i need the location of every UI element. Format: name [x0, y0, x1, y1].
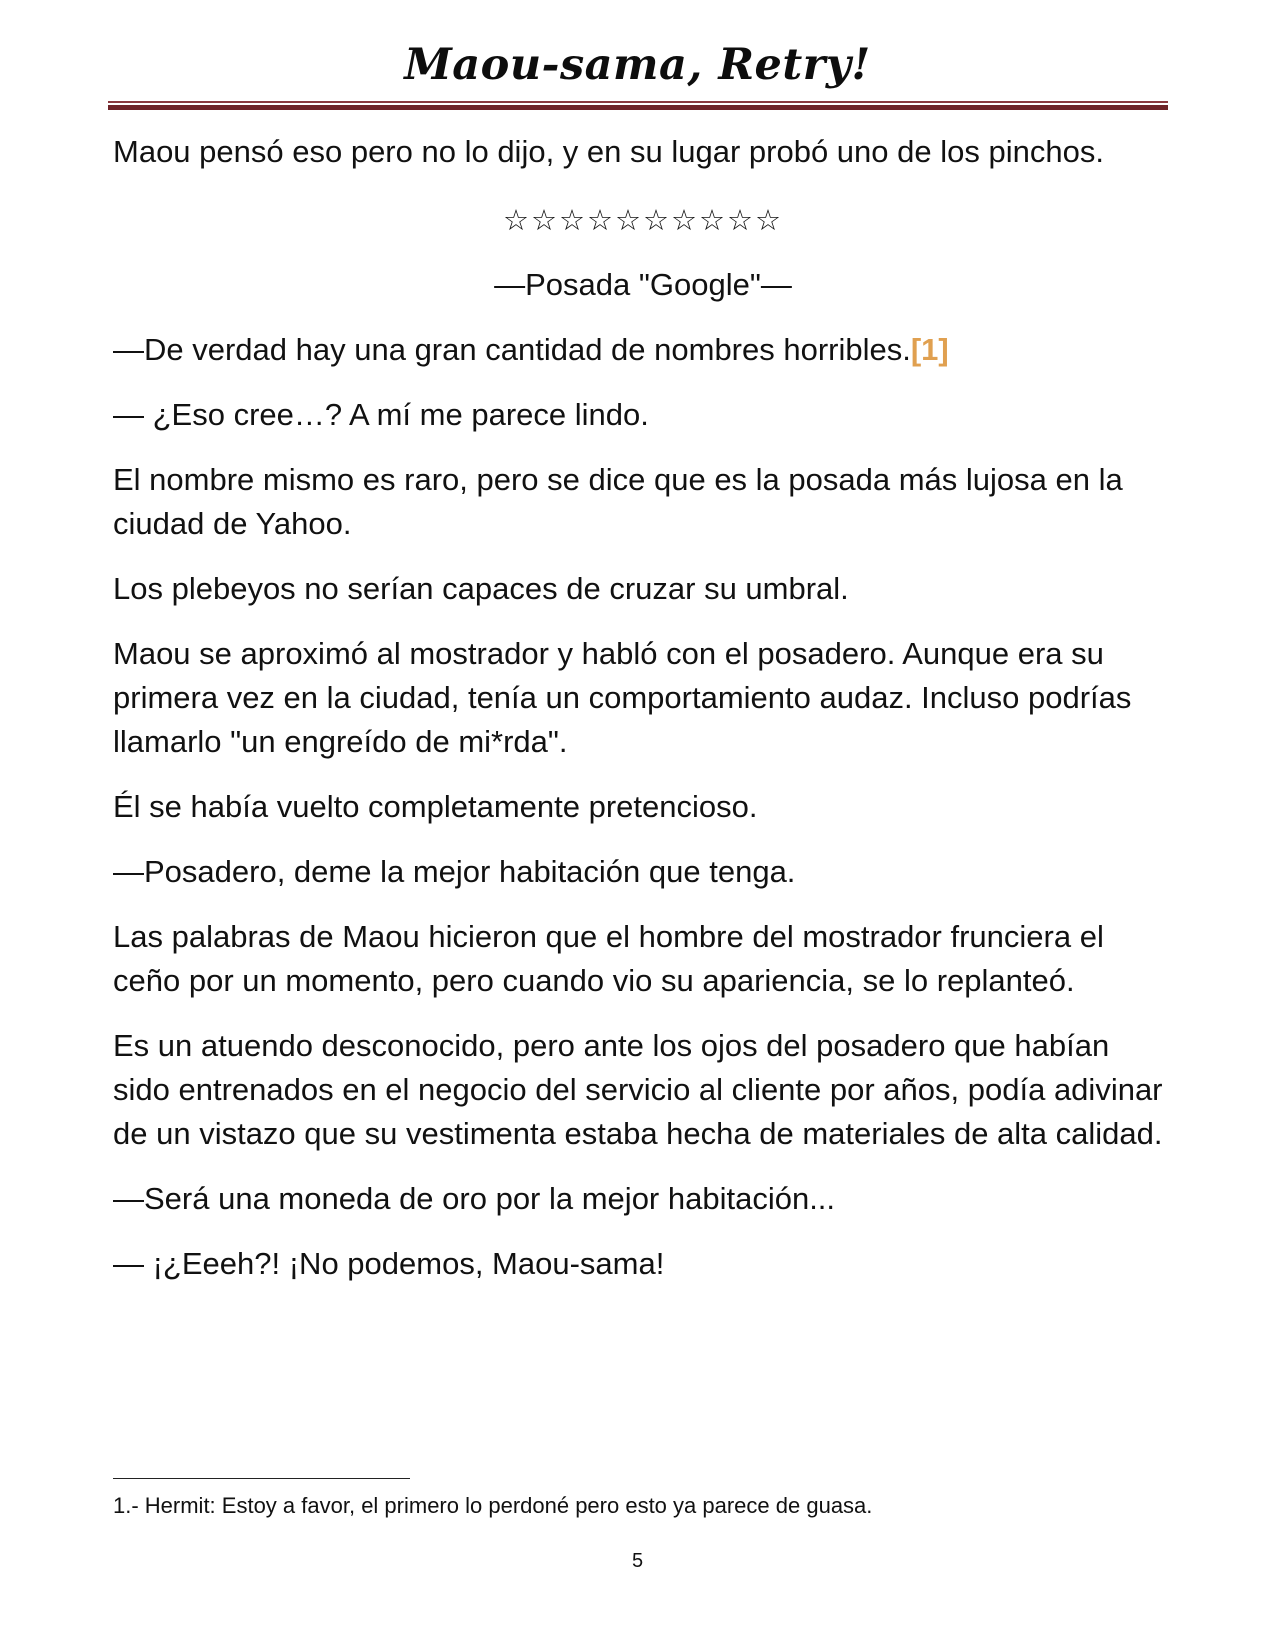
paragraph — [113, 328, 1173, 372]
paragraph: Es un atuendo desconocido, pero ante los ojos del posadero que habían sido entrenados en el negocio del servicio al cliente por años, podía adivinar de un vistazo que su vestimenta estaba hecha de materiales de alta calidad. — [113, 1028, 1163, 1151]
body-text — [113, 130, 1173, 1307]
paragraph-text: —De verdad hay una gran cantidad de nombres horribles. — [113, 332, 911, 367]
page-number: 5 — [631, 1550, 644, 1572]
paragraph: Él se había vuelto completamente pretencioso. — [113, 789, 758, 824]
paragraph: Maou se aproximó al mostrador y habló con el posadero. Aunque era su primera vez en la ciudad, tenía un comportamiento audaz. Incluso podrías llamarlo "un engreído de mi*rda". — [113, 636, 1132, 759]
footnote-separator — [113, 1478, 410, 1479]
scene-separator: ☆☆☆☆☆☆☆☆☆☆ — [503, 203, 783, 237]
paragraph: —Será una moneda de oro por la mejor habitación... — [113, 1181, 836, 1216]
paragraph: Maou pensó eso pero no lo dijo, y en su lugar probó uno de los pinchos. — [113, 134, 1104, 169]
paragraph: El nombre mismo es raro, pero se dice que es la posada más lujosa en la ciudad de Yahoo. — [113, 462, 1123, 541]
paragraph: — ¿Eso cree…? A mí me parece lindo. — [113, 397, 649, 432]
header-rule-thin — [108, 101, 1168, 103]
footnote: 1.- Hermit: Estoy a favor, el primero lo perdoné pero esto ya parece de guasa. — [113, 1493, 873, 1518]
page-header-title: Maou-sama, Retry! — [404, 40, 871, 90]
paragraph: —Posadero, deme la mejor habitación que tenga. — [113, 854, 796, 889]
header-rule-thick — [108, 105, 1168, 110]
paragraph: Los plebeyos no serían capaces de cruzar su umbral. — [113, 571, 849, 606]
footnote-reference-link[interactable]: [1] — [910, 332, 949, 367]
paragraph: — ¡¿Eeeh?! ¡No podemos, Maou-sama! — [113, 1246, 665, 1281]
scene-title: —Posada "Google"— — [494, 267, 792, 302]
paragraph: Las palabras de Maou hicieron que el hombre del mostrador frunciera el ceño por un momento, pero cuando vio su apariencia, se lo replanteó. — [113, 919, 1104, 998]
